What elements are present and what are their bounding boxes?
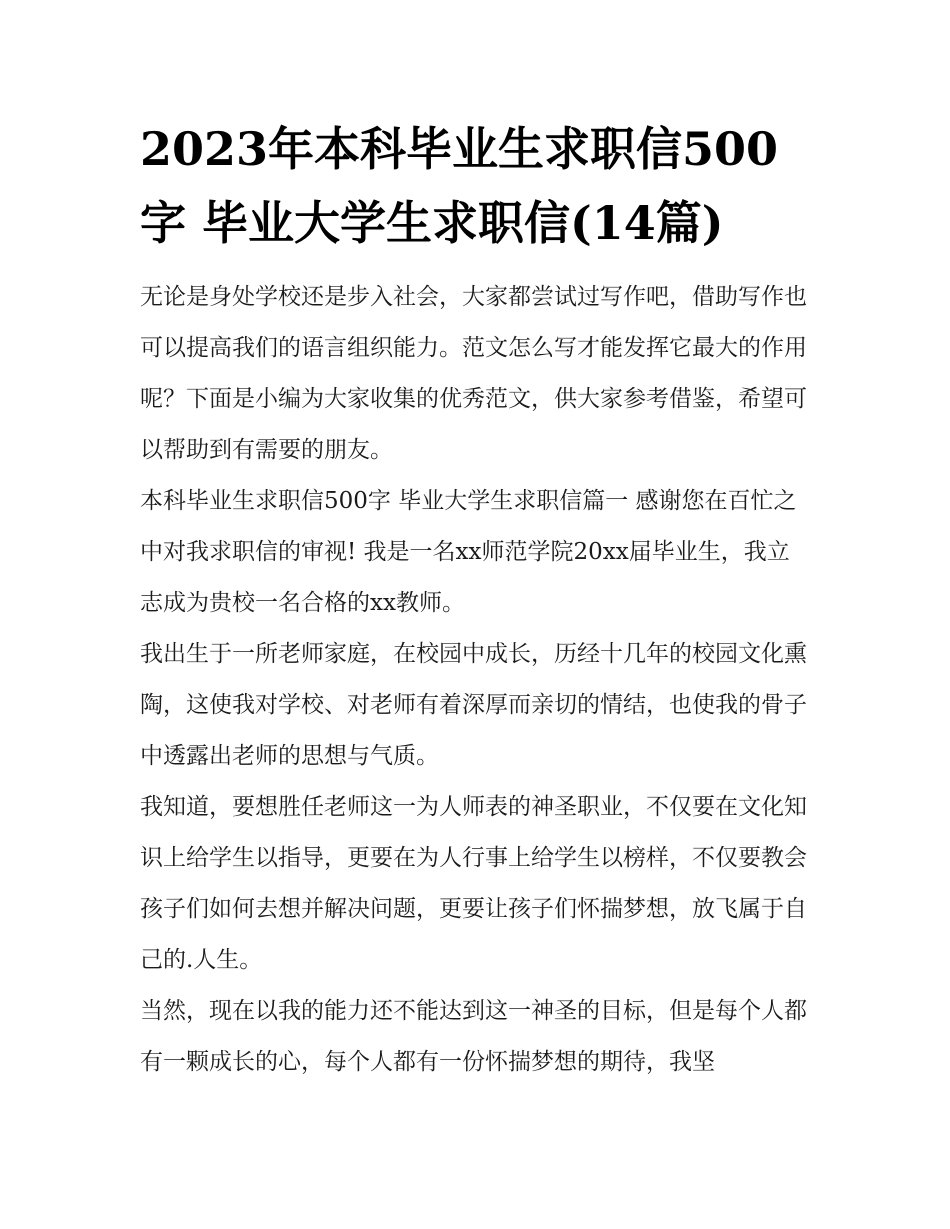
paragraph-greeting: 本科毕业生求职信500字 毕业大学生求职信篇一 感谢您在百忙之中对我求职信的审视! 我是一名xx师范学院20xx届毕业生，我立志成为贵校一名合格的xx教师。 [140, 488, 797, 616]
document-title: 2023年本科毕业生求职信500字 毕业大学生求职信(14篇) [140, 122, 779, 250]
paragraph-intro: 无论是身处学校还是步入社会，大家都尝试过写作吧，借助写作也可以提高我们的语言组织能力。范文怎么写才能发挥它最大的作用呢？下面是小编为大家收集的优秀范文，供大家参考借鉴，希望可以帮助到有需要的朋友。 [140, 284, 807, 463]
paragraph-teaching-goals: 我知道，要想胜任老师这一为人师表的神圣职业，不仅要在文化知识上给学生以指导，更要在为人行事上给学生以榜样，不仅要教会孩子们如何去想并解决问题，更要让孩子们怀揣梦想，放飞属于自己的.人生。 [140, 794, 807, 973]
paragraph-aspiration: 当然，现在以我的能力还不能达到这一神圣的目标，但是每个人都有一颗成长的心，每个人都有一份怀揣梦想的期待，我坚 [140, 998, 807, 1075]
document-page [140, 112, 812, 1088]
paragraph-background: 我出生于一所老师家庭，在校园中成长，历经十几年的校园文化熏陶，这使我对学校、对老师有着深厚而亲切的情结，也使我的骨子中透露出老师的思想与气质。 [140, 641, 807, 769]
